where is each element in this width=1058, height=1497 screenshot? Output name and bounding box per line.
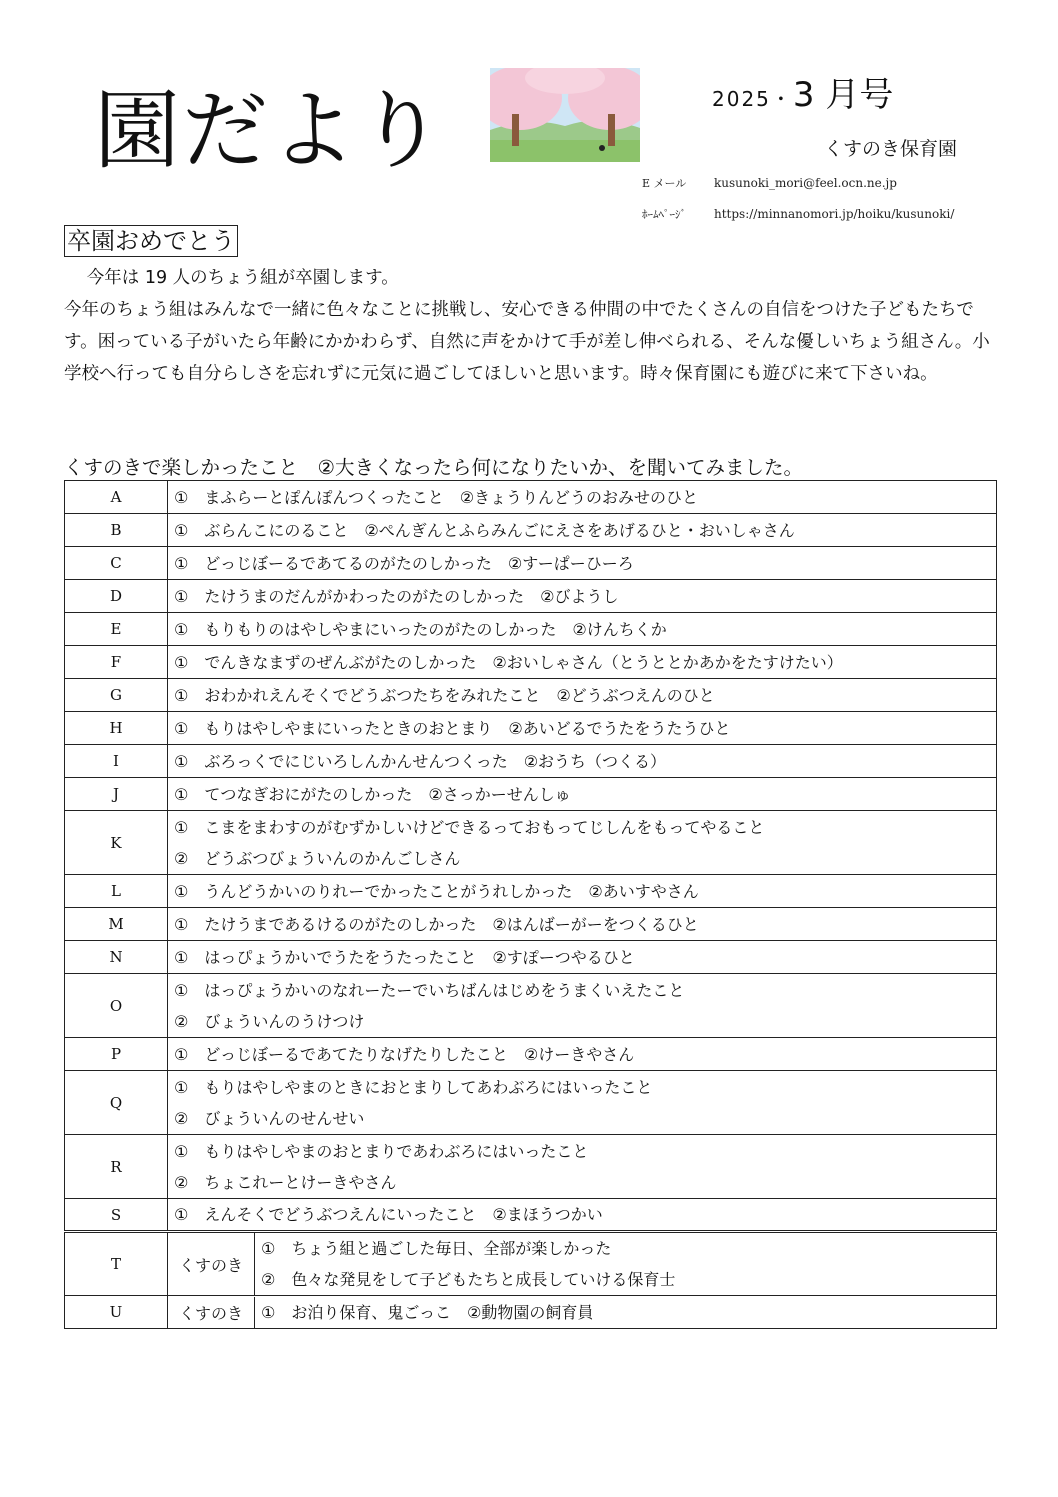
answer-line: ① はっぴょうかいのなれーたーでいちばんはじめをうまくいえたこと xyxy=(174,980,685,1000)
row-answer xyxy=(168,1296,997,1329)
row-answer xyxy=(168,875,997,908)
row-answer xyxy=(168,646,997,679)
row-key: G xyxy=(65,679,168,712)
row-key: H xyxy=(65,712,168,745)
page-title: 園だより xyxy=(94,81,446,181)
answer-line: ① はっぴょうかいでうたをうたったこと ②すぽーつやるひと xyxy=(174,947,635,967)
table-row xyxy=(65,1071,997,1135)
row-key: E xyxy=(65,613,168,646)
answer-line: ① もりはやしやまのときにおとまりしてあわぶろにはいったこと xyxy=(174,1077,653,1097)
row-answer xyxy=(168,1038,997,1071)
answer-line: ① どっじぼーるであてるのがたのしかった ②すーぱーひーろ xyxy=(174,553,634,573)
issue-year: 2025・ xyxy=(712,87,793,111)
row-key: L xyxy=(65,875,168,908)
answer-line: ② びょういんのせんせい xyxy=(174,1108,365,1128)
row-key: C xyxy=(65,547,168,580)
row-key: S xyxy=(65,1199,168,1232)
answer-line: ① まふらーとぽんぽんつくったこと ②きょうりんどうのおみせのひと xyxy=(174,487,699,507)
answer-line: ② 色々な発見をして子どもたちと成長していける保育士 xyxy=(261,1270,676,1289)
row-answer xyxy=(168,745,997,778)
row-answer xyxy=(168,712,997,745)
homepage-url: https://minnanomori.jp/hoiku/kusunoki/ xyxy=(714,207,955,221)
row-answer xyxy=(168,811,997,875)
answer-line: ① ちょう組と過ごした毎日、全部が楽しかった xyxy=(261,1239,612,1258)
table-row xyxy=(65,646,997,679)
row-key: R xyxy=(65,1135,168,1199)
survey-question: くすのきで楽しかったこと ②大きくなったら何になりたいか、を聞いてみました。 xyxy=(64,456,803,479)
answer-line: ① ぶろっくでにじいろしんかんせんつくった ②おうち（つくる） xyxy=(174,751,667,771)
table-row xyxy=(65,679,997,712)
answer-line: ① でんきなまずのぜんぶがたのしかった ②おいしゃさん（とうととかあかをたすけたい） xyxy=(174,652,843,672)
email-address: kusunoki_mori@feel.ocn.ne.jp xyxy=(714,176,897,190)
row-key: U xyxy=(65,1296,168,1329)
row-answer xyxy=(168,908,997,941)
row-key: N xyxy=(65,941,168,974)
row-answer xyxy=(168,580,997,613)
row-answer xyxy=(168,679,997,712)
table-row xyxy=(65,875,997,908)
table-row xyxy=(65,1135,997,1199)
table-row xyxy=(65,514,997,547)
issue-month: 3 月号 xyxy=(792,75,894,115)
email-label: E メール xyxy=(642,177,687,190)
table-row xyxy=(65,745,997,778)
issue-date xyxy=(712,75,894,115)
row-answer xyxy=(168,1199,997,1232)
row-answer xyxy=(168,481,997,514)
answer-line: ① うんどうかいのりれーでかったことがうれしかった ②あいすやさん xyxy=(174,881,699,901)
row-key: B xyxy=(65,514,168,547)
answer-line: ① もりはやしやまにいったときのおとまり ②あいどるでうたをうたうひと xyxy=(174,718,731,738)
answer-line: ① えんそくでどうぶつえんにいったこと ②まほうつかい xyxy=(174,1205,603,1224)
row-answer xyxy=(168,1071,997,1135)
row-answer xyxy=(168,1135,997,1199)
answer-line: ① おわかれえんそくでどうぶつたちをみれたこと ②どうぶつえんのひと xyxy=(174,685,715,705)
homepage-label: ﾎｰﾑﾍﾟｰｼﾞ xyxy=(642,208,686,221)
row-key: P xyxy=(65,1038,168,1071)
table-row xyxy=(65,547,997,580)
row-answer xyxy=(168,974,997,1038)
row-key: Q xyxy=(65,1071,168,1135)
row-key: A xyxy=(65,481,168,514)
staff-row xyxy=(65,1232,997,1296)
table-row xyxy=(65,481,997,514)
answer-line: ① たけうまであるけるのがたのしかった ②はんばーがーをつくるひと xyxy=(174,914,699,934)
table-row xyxy=(65,613,997,646)
section-heading: 卒園おめでとう xyxy=(64,225,238,257)
answer-line: ① たけうまのだんがかわったのがたのしかった ②びようし xyxy=(174,586,619,606)
table-row xyxy=(65,908,997,941)
section-body xyxy=(64,262,1000,390)
table-row xyxy=(65,811,997,875)
row-answer xyxy=(168,514,997,547)
answer-line: ① もりはやしやまのおとまりであわぶろにはいったこと xyxy=(174,1141,589,1161)
answer-line: ② ちょこれーとけーきやさん xyxy=(174,1172,397,1192)
row-answer xyxy=(168,941,997,974)
table-row xyxy=(65,1038,997,1071)
homepage-line xyxy=(642,206,954,222)
answers-table xyxy=(64,480,997,1329)
answer-line: ② どうぶつびょういんのかんごしさん xyxy=(174,848,461,868)
organization-name: くすのき保育園 xyxy=(824,138,958,160)
answer-line: ② びょういんのうけつけ xyxy=(174,1011,365,1031)
row-key: I xyxy=(65,745,168,778)
answer-line: ① どっじぼーるであてたりなげたりしたこと ②けーきやさん xyxy=(174,1044,635,1064)
body-paragraph: 今年のちょう組はみんなで一緒に色々なことに挑戦し、安心できる仲間の中でたくさんの自信をつけた子どもたちです。困っている子がいたら年齢にかかわらず、自然に声をかけて手が差し伸べられる、そんな優しいちょう組さん。小学校へ行っても自分らしさを忘れずに元気に過ごしてほしいと思います。時々保育園にも遊びに来て下さいね。 xyxy=(64,300,990,384)
row-key: M xyxy=(65,908,168,941)
row-answer xyxy=(168,1232,997,1296)
row-key: T xyxy=(65,1232,168,1296)
answer-line: ① こまをまわすのがむずかしいけどできるっておもってじしんをもってやること xyxy=(174,817,765,837)
answer-line: ① ぶらんこにのること ②ぺんぎんとふらみんごにえさをあげるひと・おいしゃさん xyxy=(174,520,795,540)
row-answer xyxy=(168,547,997,580)
table-row xyxy=(65,778,997,811)
email-line xyxy=(642,175,897,191)
table-row xyxy=(65,1199,997,1232)
staff-row xyxy=(65,1296,997,1329)
answer-line: ① もりもりのはやしやまにいったのがたのしかった ②けんちくか xyxy=(174,619,667,639)
row-key: O xyxy=(65,974,168,1038)
row-answer xyxy=(168,778,997,811)
table-row xyxy=(65,712,997,745)
table-row xyxy=(65,941,997,974)
answer-line: ① お泊り保育、鬼ごっこ ②動物園の飼育員 xyxy=(261,1302,594,1322)
intro-text: 今年は 19 人のちょう組が卒園します。 xyxy=(86,268,399,288)
row-answer xyxy=(168,613,997,646)
row-key: K xyxy=(65,811,168,875)
staff-group: くすのき xyxy=(168,1297,255,1328)
row-key: D xyxy=(65,580,168,613)
staff-group: くすのき xyxy=(168,1233,255,1295)
row-key: F xyxy=(65,646,168,679)
table-row xyxy=(65,974,997,1038)
answer-line: ① てつなぎおにがたのしかった ②さっかーせんしゅ xyxy=(174,784,571,804)
cherry-blossom-illustration xyxy=(490,68,640,162)
table-row xyxy=(65,580,997,613)
row-key: J xyxy=(65,778,168,811)
